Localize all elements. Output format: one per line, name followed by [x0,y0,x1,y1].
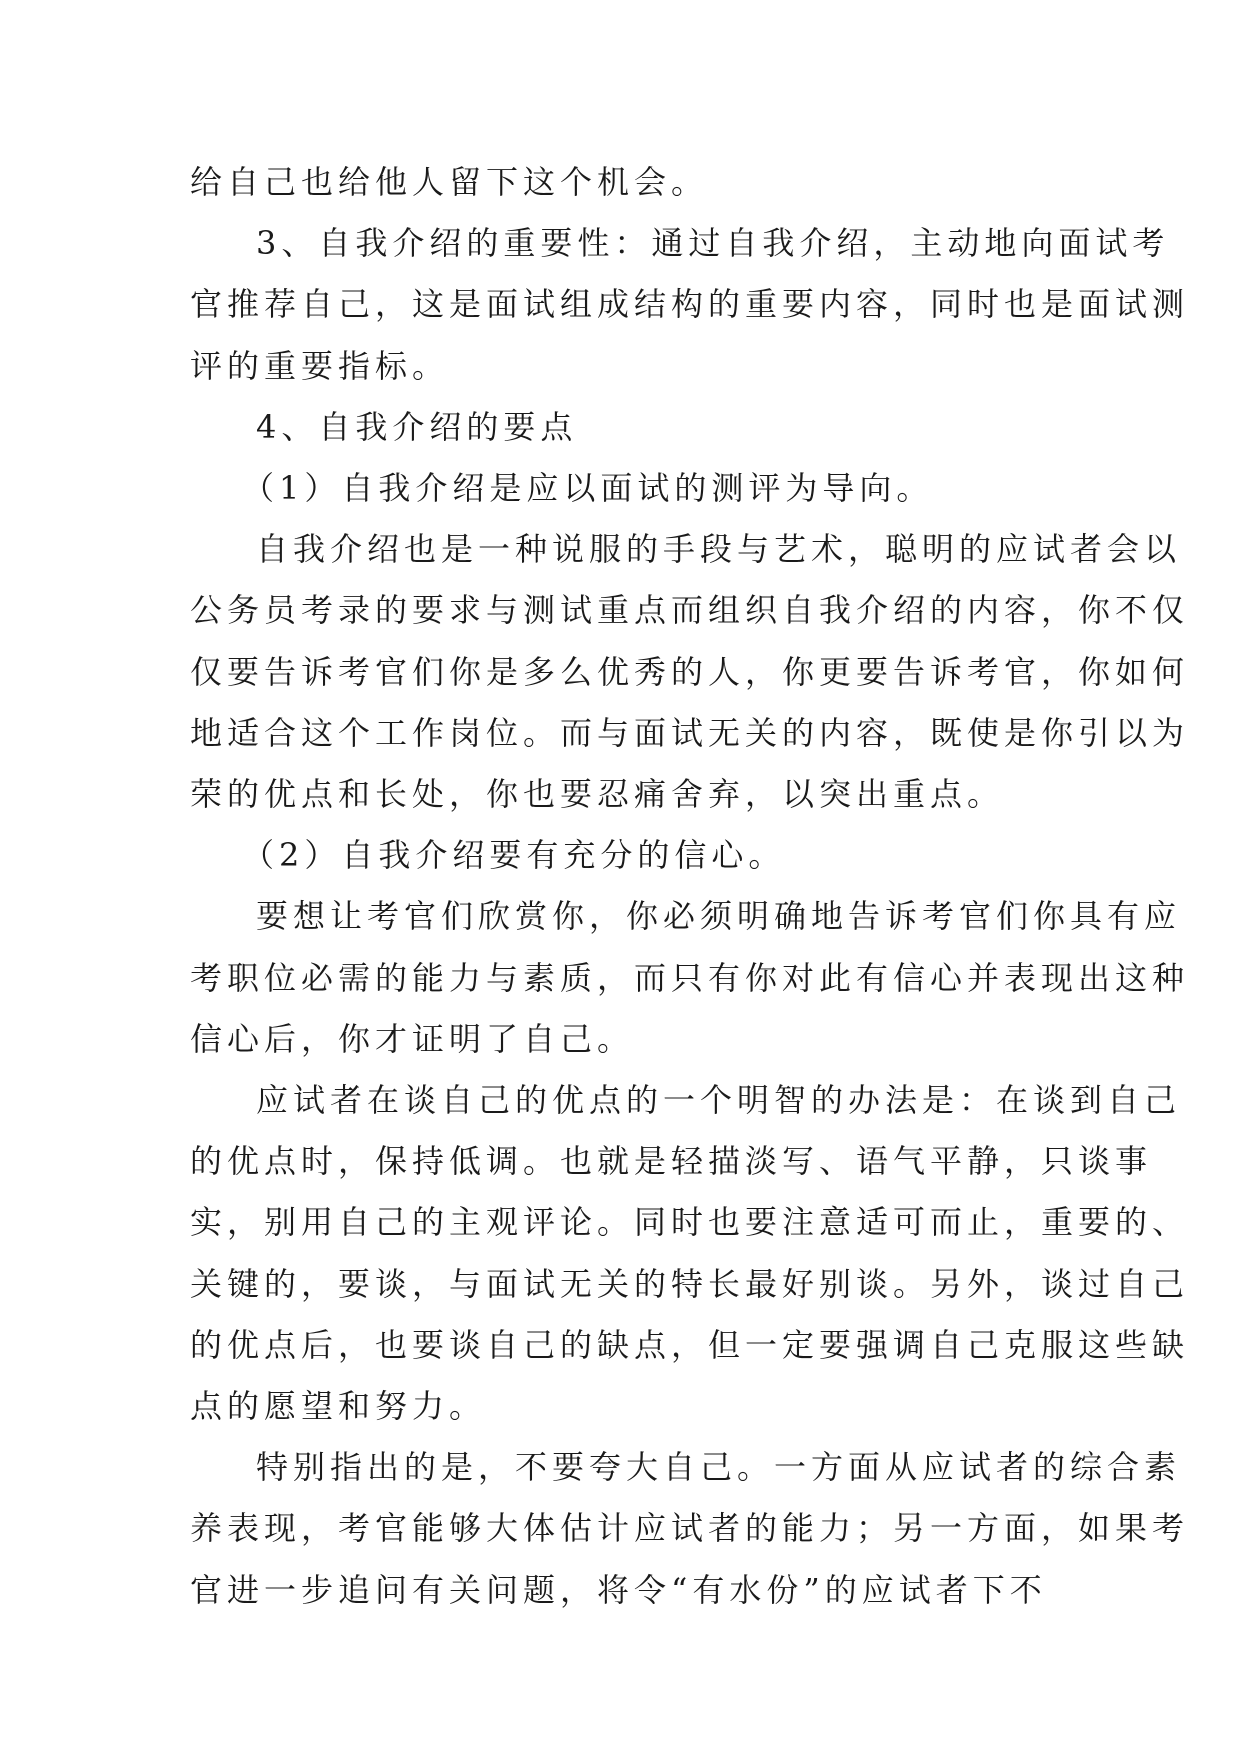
paragraph-strengths: 应试者在谈自己的优点的一个明智的办法是：在谈到自己的优点时，保持低调。也就是轻描淡写、语气平静，只谈事实，别用自己的主观评论。同时也要注意适可而止，重要的、关键的，要谈，与面试无关的特长最好别谈。另外，谈过自己的优点后，也要谈自己的缺点，但一定要强调自己克服这些缺点的愿望和努力。 [190,1081,1190,1426]
body-text [190,152,1200,1621]
paragraph-persuasion: 自我介绍也是一种说服的手段与艺术，聪明的应试者会以公务员考录的要求与测试重点而组织自我介绍的内容，你不仅仅要告诉考官们你是多么优秀的人，你更要告诉考官，你如何地适合这个工作岗位。而与面试无关的内容，既使是你引以为荣的优点和长处，你也要忍痛舍弃，以突出重点。 [190,530,1190,814]
subheading-point-1: （1）自我介绍是应以面试的测评为导向。 [242,469,934,508]
paragraph-no-exaggeration: 特别指出的是，不要夸大自己。一方面从应试者的综合素养表现，考官能够大体估计应试者的能力；另一方面，如果考官进一步追问有关问题，将令“有水份”的应试者下不 [190,1448,1190,1609]
paragraph-importance: 3、自我介绍的重要性：通过自我介绍，主动地向面试考官推荐自己，这是面试组成结构的重要内容，同时也是面试测评的重要指标。 [190,224,1190,385]
subheading-point-2: （2）自我介绍要有充分的信心。 [242,836,786,875]
paragraph-confidence: 要想让考官们欣赏你，你必须明确地告诉考官们你具有应考职位必需的能力与素质，而只有你对此有信心并表现出这种信心后，你才证明了自己。 [190,897,1190,1058]
paragraph-continuation: 给自己也给他人留下这个机会。 [190,163,709,201]
heading-key-points: 4、自我介绍的要点 [256,407,578,446]
